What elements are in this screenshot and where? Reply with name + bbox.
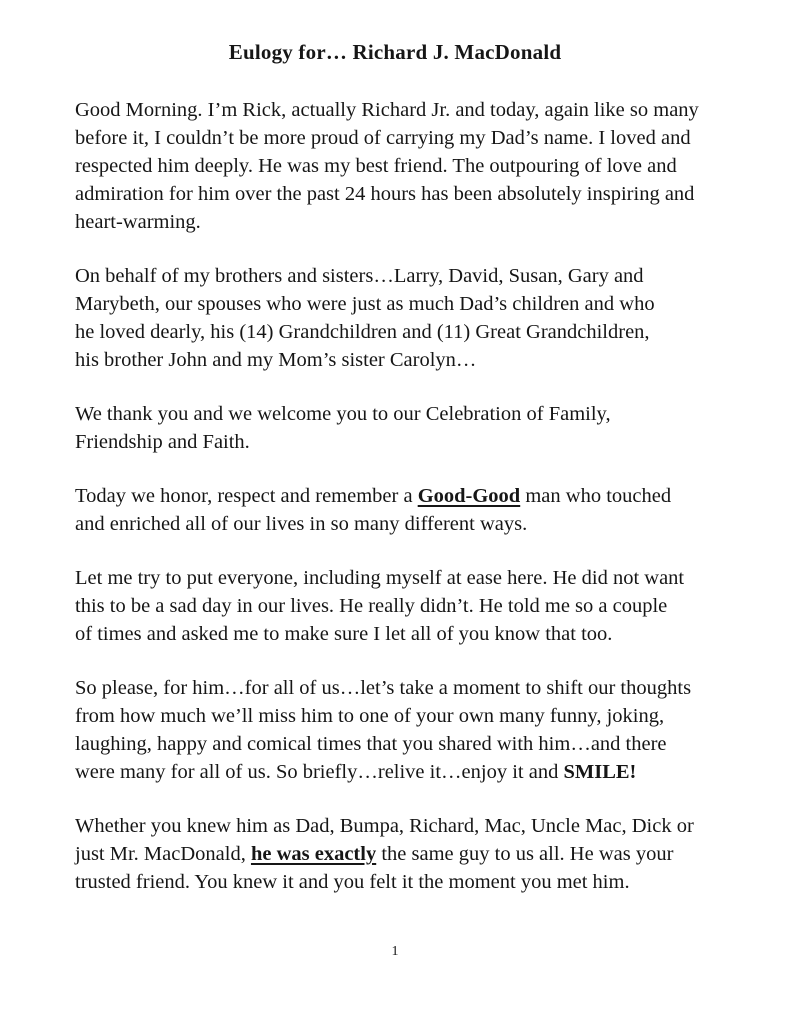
text-run: just Mr. MacDonald,: [75, 843, 251, 865]
text-line: [75, 152, 730, 180]
text-line: [75, 482, 730, 510]
text-line: [75, 428, 730, 456]
text-line: [75, 564, 730, 592]
text-run: before it, I couldn’t be more proud of carrying my Dad’s name. I loved and: [75, 127, 691, 149]
text-line: [75, 346, 730, 374]
text-run: respected him deeply. He was my best friend. The outpouring of love and: [75, 155, 677, 177]
paragraph: [75, 674, 730, 786]
text-line: [75, 812, 730, 840]
text-line: [75, 730, 730, 758]
text-run: Friendship and Faith.: [75, 431, 250, 453]
text-line: [75, 208, 730, 236]
text-run: On behalf of my brothers and sisters…Larry, David, Susan, Gary and: [75, 265, 644, 287]
text-line: [75, 262, 730, 290]
text-run: were many for all of us. So briefly…relive it…enjoy it and: [75, 761, 564, 783]
text-run: We thank you and we welcome you to our Celebration of Family,: [75, 403, 611, 425]
page-number: 1: [391, 944, 399, 959]
text-line: [75, 620, 730, 648]
paragraph: [75, 482, 730, 538]
text-line: [75, 510, 730, 538]
text-line: [75, 290, 730, 318]
text-run: Marybeth, our spouses who were just as much Dad’s children and who: [75, 293, 655, 315]
text-line: [75, 400, 730, 428]
text-line: [75, 702, 730, 730]
text-run: Let me try to put everyone, including myself at ease here. He did not want: [75, 567, 685, 589]
text-run: from how much we’ll miss him to one of your own many funny, joking,: [75, 705, 665, 727]
paragraph: [75, 96, 730, 236]
text-run: Whether you knew him as Dad, Bumpa, Richard, Mac, Uncle Mac, Dick or: [75, 815, 694, 837]
text-line: [75, 318, 730, 346]
document-title: Eulogy for… Richard J. MacDonald: [228, 40, 562, 64]
text-run: laughing, happy and comical times that you shared with him…and there: [75, 733, 667, 755]
emphasized-text-run: Good-Good: [417, 485, 521, 507]
text-run: Good Morning. I’m Rick, actually Richard Jr. and today, again like so many: [75, 99, 699, 121]
paragraph: [75, 400, 730, 456]
text-run: heart-warming.: [75, 211, 201, 233]
text-line: [75, 868, 730, 896]
text-line: [75, 674, 730, 702]
text-run: and enriched all of our lives in so many different ways.: [75, 513, 528, 535]
document-body: [75, 96, 730, 922]
paragraph: [75, 262, 730, 374]
text-run: admiration for him over the past 24 hours has been absolutely inspiring and: [75, 183, 695, 205]
text-line: [75, 124, 730, 152]
emphasized-text-run: he was exactly: [250, 843, 377, 865]
emphasized-text-run: SMILE!: [563, 761, 637, 783]
paragraph: [75, 812, 730, 896]
text-run: his brother John and my Mom’s sister Carolyn…: [75, 349, 477, 371]
text-run: man who touched: [520, 485, 672, 507]
text-line: [75, 180, 730, 208]
text-run: he loved dearly, his (14) Grandchildren and (11) Great Grandchildren,: [75, 321, 650, 343]
text-run: trusted friend. You knew it and you felt it the moment you met him.: [75, 871, 630, 893]
text-run: this to be a sad day in our lives. He really didn’t. He told me so a couple: [75, 595, 668, 617]
text-run: of times and asked me to make sure I let all of you know that too.: [75, 623, 613, 645]
text-line: [75, 840, 730, 868]
text-line: [75, 96, 730, 124]
paragraph: [75, 564, 730, 648]
text-run: Today we honor, respect and remember a: [75, 485, 418, 507]
text-line: [75, 592, 730, 620]
text-run: the same guy to us all. He was your: [376, 843, 674, 865]
text-run: So please, for him…for all of us…let’s take a moment to shift our thoughts: [75, 677, 692, 699]
text-line: [75, 758, 730, 786]
page-footer: [0, 944, 790, 960]
